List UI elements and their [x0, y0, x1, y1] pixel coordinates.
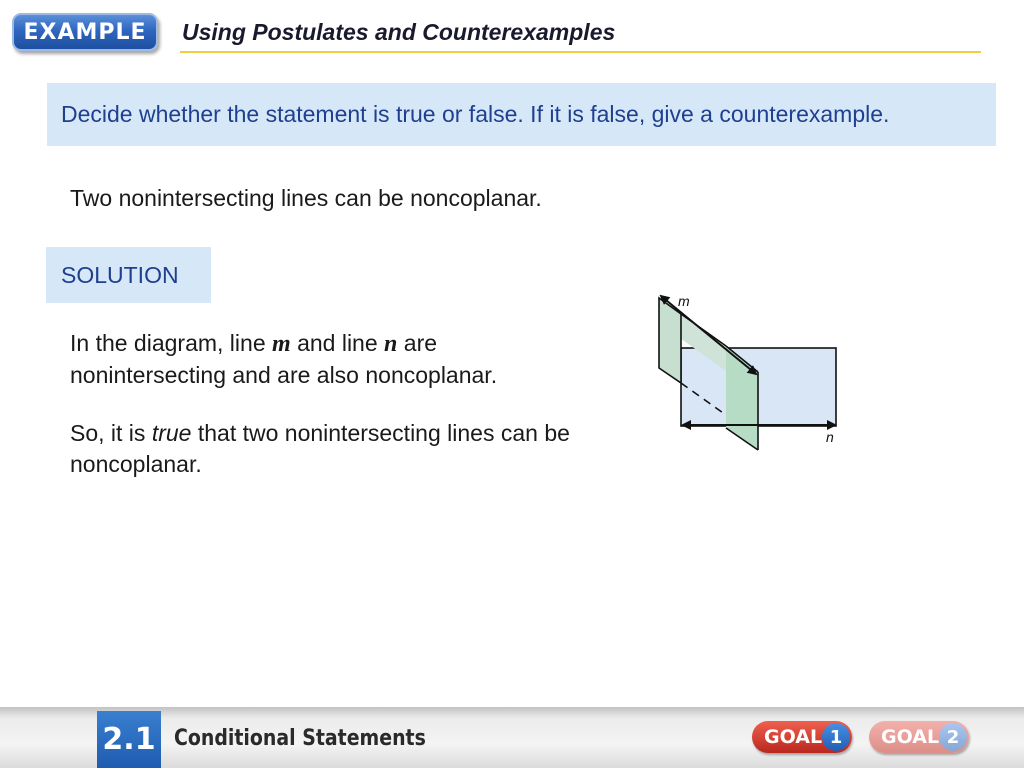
- variable-m: m: [272, 331, 291, 357]
- instruction-box: [47, 83, 996, 146]
- section-title: Conditional Statements: [174, 726, 426, 751]
- explanation-paragraph: [70, 328, 570, 391]
- solution-label: SOLUTION: [61, 261, 179, 288]
- explanation-part-1: In the diagram, line: [70, 330, 273, 356]
- section-number-badge: 2.1: [97, 711, 161, 768]
- goal-2-button[interactable]: [869, 721, 969, 753]
- goal-1-number: 1: [822, 723, 850, 751]
- goal-1-label: GOAL: [764, 726, 823, 748]
- explanation-part-3: are nonintersecting and are also noncoplanar.: [70, 330, 498, 388]
- instruction-text: Decide whether the statement is true or false. If it is false, give a counterexample.: [61, 101, 890, 127]
- solution-box: [46, 247, 211, 303]
- example-badge: EXAMPLE: [12, 13, 158, 51]
- goal-2-number: 2: [939, 723, 967, 751]
- conclusion-paragraph: [70, 418, 570, 480]
- label-m: m: [678, 293, 690, 309]
- header-divider: [180, 51, 981, 53]
- explanation-part-2: and line: [290, 330, 385, 356]
- conclusion-emphasis: true: [151, 420, 192, 446]
- page-title: Using Postulates and Counterexamples: [182, 19, 616, 45]
- label-n: n: [826, 429, 834, 445]
- conclusion-part-1: So, it is: [70, 420, 152, 446]
- noncoplanar-lines-diagram: [640, 288, 860, 458]
- variable-n: n: [384, 331, 398, 357]
- goal-1-button[interactable]: [752, 721, 852, 753]
- conclusion-part-2: that two nonintersecting lines can be noncoplanar.: [70, 420, 570, 477]
- statement-text: Two nonintersecting lines can be noncoplanar.: [70, 185, 542, 211]
- goal-2-label: GOAL: [881, 726, 940, 748]
